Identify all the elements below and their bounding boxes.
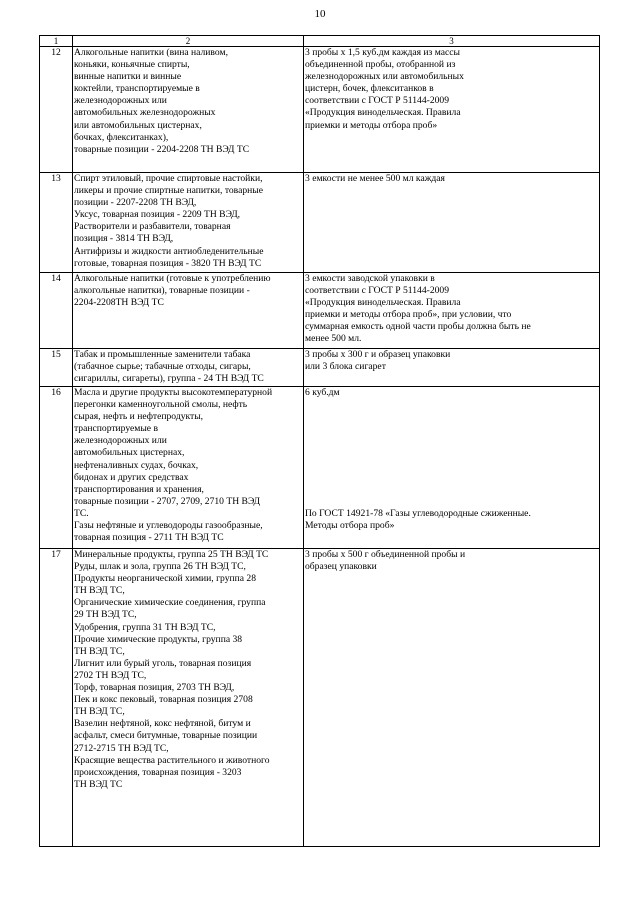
sample-cell: 3 пробы х 300 г и образец упаковки или 3 блока сигарет	[304, 349, 600, 387]
sample-volume-text: 6 куб.дм	[305, 387, 340, 398]
table-row	[40, 387, 600, 549]
goods-cell: Алкогольные напитки (готовые к употреблению алкогольные напитки), товарные позиции - 2204-2208ТН ВЭД ТС	[73, 273, 304, 349]
goods-cell: Минеральные продукты, группа 25 ТН ВЭД ТС Руды, шлак и зола, группа 26 ТН ВЭД ТС, Продукты неорганической химии, группа 28 ТН ВЭД ТС, Органические химические соединения, группа 29 ТН ВЭД ТС, Удобрения, группа 31 ТН ВЭД ТС, Прочие химические продукты, группа 38 ТН ВЭД ТС, Лигнит или бурый уголь, товарная позиция 2702 ТН ВЭД ТС, Торф, товарная позиция, 2703 ТН ВЭД, Пек и кокс пековый, товарная позиция 2708 ТН ВЭД ТС, Вазелин нефтяной, кокс нефтяной, битум и асфальт, смеси битумные, товарные позиции 2712-2715 ТН ВЭД ТС, Красящие вещества растительного и животного происхождения, товарная позиция - 3203 ТН ВЭД ТС	[73, 549, 304, 847]
row-number: 15	[40, 349, 73, 387]
row-number: 13	[40, 173, 73, 273]
table-header-row	[40, 36, 600, 47]
row-number: 17	[40, 549, 73, 847]
goods-cell: Алкогольные напитки (вина наливом, коньяки, коньячные спирты, винные напитки и винные коктейли, транспортируемые в железнодорожных или автомобильных железнодорожных или автомобильных цистернах, бочках, флекситанках), товарные позиции - 2204-2208 ТН ВЭД ТС	[73, 47, 304, 173]
row-number: 16	[40, 387, 73, 549]
sample-cell: 3 пробы х 1,5 куб.дм каждая из массы объединенной пробы, отобранной из железнодорожных или автомобильных цистерн, бочек, флекситанков в соответствии с ГОСТ Р 51144-2009 «Продукция винодельческая. Правила приемки и методы отбора проб»	[304, 47, 600, 173]
header-col-1: 1	[40, 36, 73, 47]
sample-cell: 3 емкости не менее 500 мл каждая	[304, 173, 600, 273]
row-number: 12	[40, 47, 73, 173]
requirements-table	[39, 35, 600, 847]
header-col-2: 2	[73, 36, 304, 47]
header-col-3: 3	[304, 36, 600, 47]
row-number: 14	[40, 273, 73, 349]
sample-cell: 3 емкости заводской упаковки в соответствии с ГОСТ Р 51144-2009 «Продукция винодельческая. Правила приемки и методы отбора проб», при условии, что суммарная емкость одной части пробы должна быть не менее 500 мл.	[304, 273, 600, 349]
goods-cell: Масла и другие продукты высокотемпературной перегонки каменноугольной смолы, нефть сырая, нефть и нефтепродукты, транспортируемые в железнодорожных или автомобильных цистернах, нефтеналивных судах, бочках, бидонах и других средствах транспортирования и хранения, товарные позиции - 2707, 2709, 2710 ТН ВЭД ТС. Газы нефтяные и углеводороды газообразные, товарная позиция - 2711 ТН ВЭД ТС	[73, 387, 304, 549]
table-row	[40, 549, 600, 847]
table-row	[40, 273, 600, 349]
table-row	[40, 349, 600, 387]
table-row	[40, 47, 600, 173]
goods-cell: Спирт этиловый, прочие спиртовые настойки, ликеры и прочие спиртные напитки, товарные позиции - 2207-2208 ТН ВЭД, Уксус, товарная позиция - 2209 ТН ВЭД, Растворители и разбавители, товарная позиция - 3814 ТН ВЭД, Антифризы и жидкости антиобледенительные готовые, товарная позиция - 3820 ТН ВЭД ТС	[73, 173, 304, 273]
sample-cell: 3 пробы х 500 г объединенной пробы и образец упаковки	[304, 549, 600, 847]
sample-standard-text: По ГОСТ 14921-78 «Газы углеводородные сжиженные. Методы отбора проб»	[305, 508, 531, 532]
sample-cell	[304, 387, 600, 549]
page-number: 10	[314, 8, 326, 20]
goods-cell: Табак и промышленные заменители табака (табачное сырье; табачные отходы, сигары, сигариллы, сигареты), группа - 24 ТН ВЭД ТС	[73, 349, 304, 387]
table-row	[40, 173, 600, 273]
